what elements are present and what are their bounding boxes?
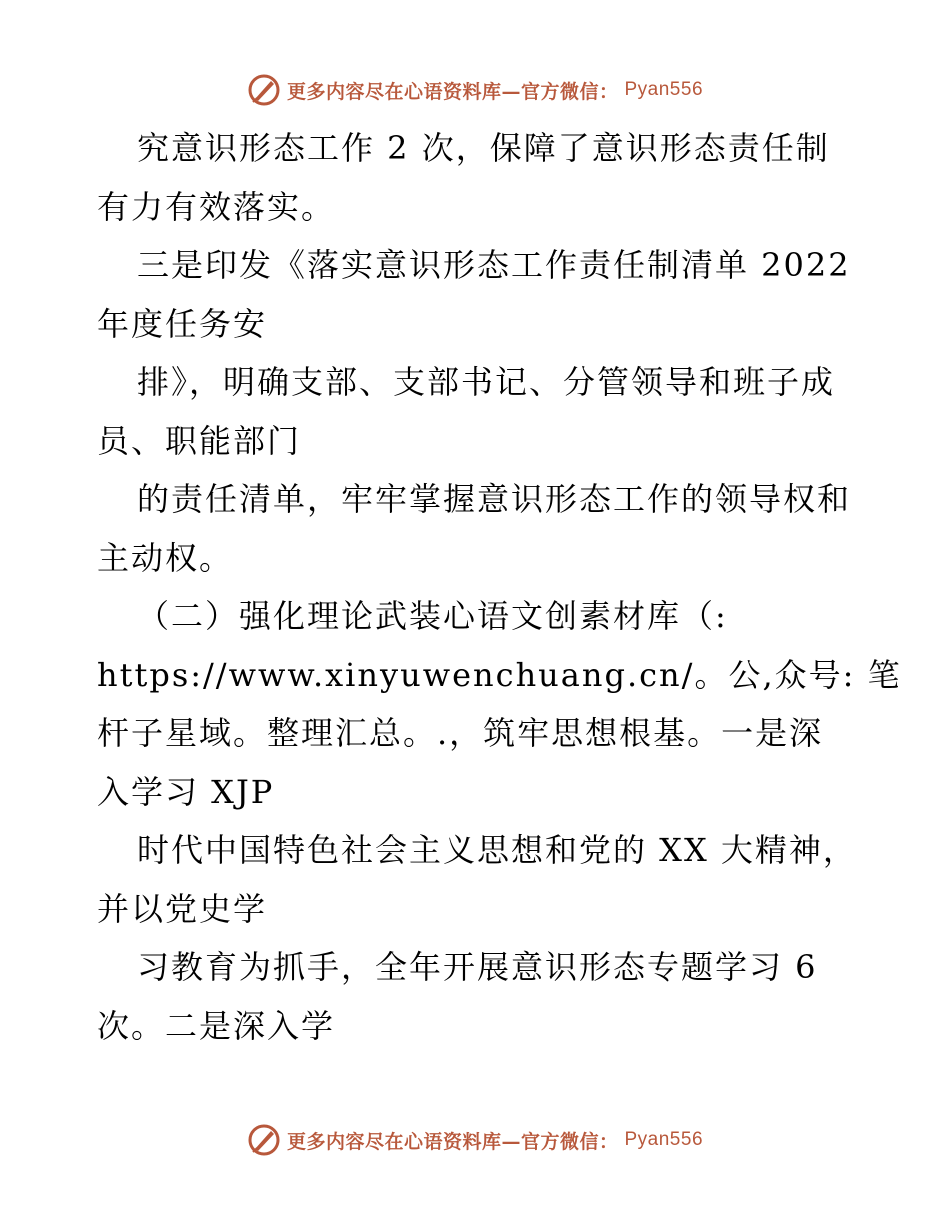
text-line: 主动权。 <box>97 538 234 577</box>
quill-logo-icon <box>247 73 281 107</box>
text-line: 杆子星域。整理汇总。.，筑牢思想根基。一是深 <box>97 714 824 752</box>
text-line: 入学习 XJP <box>97 772 275 811</box>
text-line: 有力有效落实。 <box>97 187 336 226</box>
quill-logo-icon <box>247 1123 281 1157</box>
document-body <box>97 119 902 1055</box>
text-line: 员、职能部门 <box>97 421 302 460</box>
watermark-wechat-id: Pyan556 <box>624 79 704 100</box>
text-line: 次。二是深入学 <box>97 1006 336 1045</box>
text-line: 三是印发《落实意识形态工作责任制清单 2022 <box>137 246 851 284</box>
watermark-text: 更多内容尽在心语资料库—官方微信： <box>286 1130 619 1153</box>
watermark-text: 更多内容尽在心语资料库—官方微信： <box>286 80 619 103</box>
text-line: 时代中国特色社会主义思想和党的 XX 大精神， <box>137 831 857 869</box>
text-line: （二）强化理论武装心语文创素材库（: <box>137 597 728 635</box>
text-line: 年度任务安 <box>97 304 268 343</box>
text-line: https://www.xinyuwenchuang.cn/。公,众号: 笔 <box>97 655 902 694</box>
text-line: 并以党史学 <box>97 889 268 928</box>
text-line: 究意识形态工作 2 次，保障了意识形态责任制 <box>137 129 830 167</box>
text-line: 习教育为抓手，全年开展意识形态专题学习 6 <box>137 948 818 986</box>
watermark-wechat-id: Pyan556 <box>624 1129 704 1150</box>
text-line: 排》，明确支部、支部书记、分管领导和班子成 <box>137 363 836 401</box>
footer-watermark <box>0 1120 950 1160</box>
header-watermark <box>0 70 950 110</box>
text-line: 的责任清单，牢牢掌握意识形态工作的领导权和 <box>137 480 852 518</box>
